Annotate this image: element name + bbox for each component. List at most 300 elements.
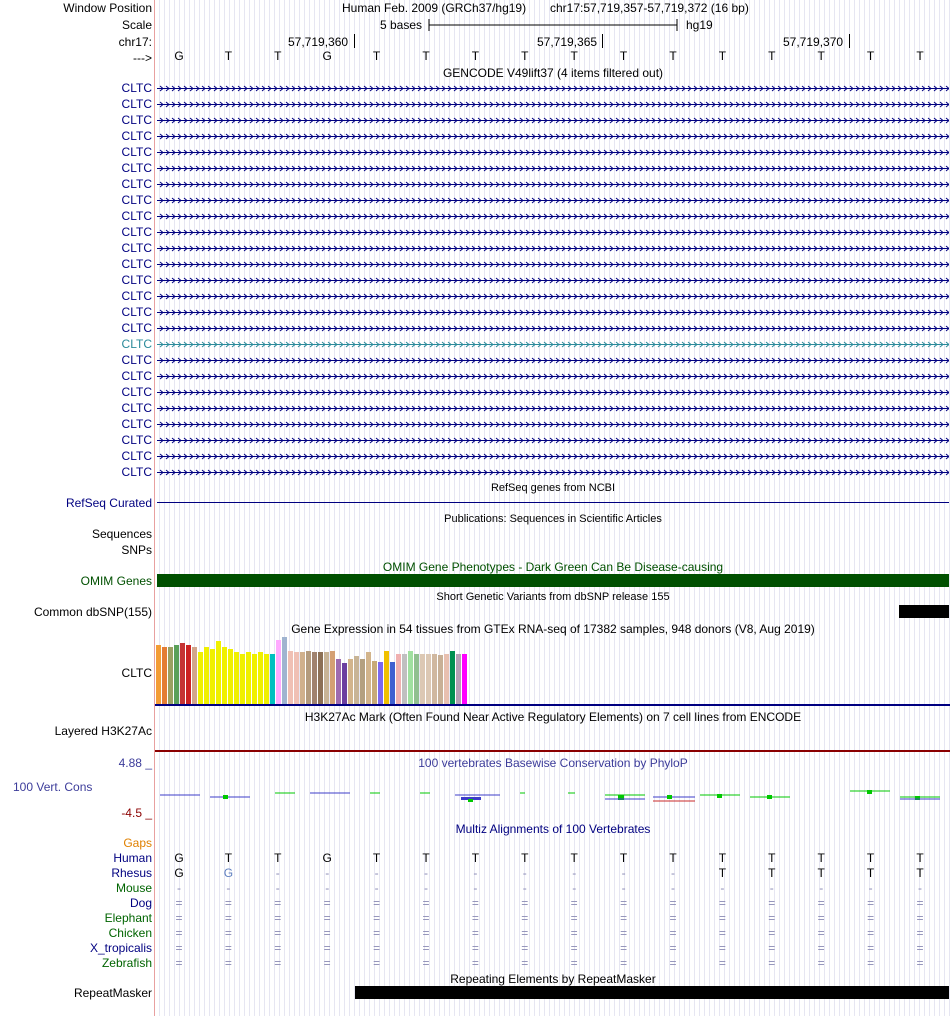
multiz-aligned-base: = <box>323 956 331 970</box>
multiz-aligned-base: = <box>224 911 232 925</box>
sequence-base: T <box>916 49 924 63</box>
repeatmasker-label[interactable]: RepeatMasker <box>73 986 152 1000</box>
multiz-aligned-base: = <box>817 911 825 925</box>
gencode-transcript-label[interactable]: CLTC <box>121 225 152 239</box>
gencode-transcript-line[interactable] <box>157 129 949 145</box>
multiz-aligned-base: = <box>570 926 578 940</box>
gtex-tissue-bar[interactable] <box>402 654 407 704</box>
multiz-species-label[interactable]: Dog <box>129 896 152 910</box>
multiz-aligned-base: = <box>916 911 924 925</box>
multiz-species-label[interactable]: Chicken <box>108 926 152 940</box>
multiz-species-label[interactable]: X_tropicalis <box>89 941 152 955</box>
multiz-aligned-base: = <box>471 896 479 910</box>
gtex-tissue-bar[interactable] <box>216 641 221 704</box>
gtex-tissue-bar[interactable] <box>438 655 443 704</box>
multiz-aligned-base: = <box>422 941 430 955</box>
gencode-transcript-line[interactable] <box>157 177 949 193</box>
sequence-base: T <box>570 49 578 63</box>
multiz-aligned-base: T <box>570 851 578 865</box>
gtex-tissue-bar[interactable] <box>198 652 203 704</box>
gencode-transcript-label[interactable]: CLTC <box>121 417 152 431</box>
gtex-tissue-bar[interactable] <box>276 640 281 704</box>
phylop-max-label: 4.88 _ <box>118 756 152 770</box>
gtex-tissue-bar[interactable] <box>414 654 419 704</box>
gtex-track-title: Gene Expression in 54 tissues from GTEx RNA-seq of 17382 samples, 948 donors (V8, Aug 2019) <box>291 622 815 636</box>
gtex-tissue-bar[interactable] <box>156 645 161 704</box>
multiz-aligned-base: - <box>720 881 725 895</box>
scale-db: hg19 <box>686 18 713 32</box>
gencode-transcript-line[interactable] <box>157 337 949 353</box>
gencode-transcript-label[interactable]: CLTC <box>121 257 152 271</box>
gtex-tissue-bar[interactable] <box>372 661 377 704</box>
gtex-tissue-bar[interactable] <box>312 652 317 704</box>
gtex-tissue-bar[interactable] <box>432 654 437 704</box>
multiz-aligned-base: - <box>868 881 873 895</box>
gtex-tissue-bar[interactable] <box>324 652 329 704</box>
gtex-tissue-bar[interactable] <box>462 654 467 704</box>
gtex-tissue-bar[interactable] <box>408 651 413 704</box>
gencode-transcript-line[interactable] <box>157 449 949 465</box>
multiz-aligned-base: = <box>175 926 183 940</box>
repeatmasker-element-bar[interactable] <box>355 986 949 999</box>
multiz-aligned-base: = <box>867 911 875 925</box>
multiz-aligned-base: = <box>669 896 677 910</box>
gencode-transcript-label[interactable]: CLTC <box>121 273 152 287</box>
multiz-aligned-base: = <box>718 911 726 925</box>
gencode-transcript-label[interactable]: CLTC <box>121 385 152 399</box>
gencode-transcript-line[interactable] <box>157 113 949 129</box>
sequence-base: T <box>422 49 430 63</box>
multiz-aligned-base: = <box>274 926 282 940</box>
multiz-aligned-base: = <box>521 911 529 925</box>
gencode-transcript-line[interactable] <box>157 97 949 113</box>
h3k27ac-track-title: H3K27Ac Mark (Often Found Near Active Regulatory Elements) on 7 cell lines from ENCODE <box>304 710 802 724</box>
multiz-gaps-label[interactable]: Gaps <box>123 836 152 850</box>
multiz-aligned-base: = <box>175 896 183 910</box>
multiz-species-label[interactable]: Zebrafish <box>101 956 152 970</box>
gtex-tissue-bar[interactable] <box>390 662 395 704</box>
gtex-tissue-bar[interactable] <box>174 645 179 704</box>
multiz-species-label[interactable]: Human <box>113 851 152 865</box>
multiz-aligned-base: G <box>223 866 234 880</box>
gencode-transcript-line[interactable] <box>157 465 949 481</box>
sequence-base: T <box>866 49 875 63</box>
gencode-transcript-label[interactable]: CLTC <box>121 337 152 351</box>
multiz-aligned-base: T <box>817 851 825 865</box>
gtex-tissue-bar[interactable] <box>336 659 341 704</box>
multiz-aligned-base: - <box>671 881 675 895</box>
multiz-aligned-base: = <box>867 956 875 970</box>
multiz-aligned-base: = <box>916 956 924 970</box>
gtex-tissue-bar[interactable] <box>270 654 275 704</box>
multiz-aligned-base: = <box>521 896 529 910</box>
multiz-aligned-base: - <box>275 866 280 880</box>
multiz-aligned-base: = <box>620 926 628 940</box>
gtex-tissue-bar[interactable] <box>192 647 197 704</box>
multiz-aligned-base: = <box>620 896 628 910</box>
gtex-tissue-bar[interactable] <box>396 654 401 704</box>
gencode-transcript-label[interactable]: CLTC <box>121 145 152 159</box>
gencode-transcript-label[interactable]: CLTC <box>121 289 152 303</box>
multiz-aligned-base: = <box>274 896 282 910</box>
multiz-aligned-base: = <box>718 896 726 910</box>
dbsnp-track-title: Short Genetic Variants from dbSNP release 155 <box>436 591 670 603</box>
multiz-aligned-base: - <box>572 866 577 880</box>
gtex-tissue-bar[interactable] <box>444 654 449 704</box>
gencode-transcript-label[interactable]: CLTC <box>121 433 152 447</box>
gtex-tissue-bar[interactable] <box>168 647 173 704</box>
gtex-tissue-bar[interactable] <box>342 663 347 704</box>
multiz-aligned-base: - <box>572 881 577 895</box>
gencode-transcript-label[interactable]: CLTC <box>121 113 152 127</box>
multiz-aligned-base: - <box>522 866 527 880</box>
multiz-aligned-base: T <box>619 851 628 865</box>
multiz-aligned-base: = <box>224 896 232 910</box>
multiz-aligned-base: = <box>373 896 381 910</box>
gencode-transcript-label[interactable]: CLTC <box>121 81 152 95</box>
gtex-tissue-bar[interactable] <box>264 654 269 704</box>
multiz-aligned-base: = <box>867 926 875 940</box>
multiz-species-label[interactable]: Elephant <box>104 911 152 925</box>
multiz-species-label[interactable]: Mouse <box>115 881 152 895</box>
gtex-tissue-bar[interactable] <box>378 662 383 704</box>
multiz-aligned-base: = <box>521 941 529 955</box>
multiz-aligned-base: = <box>373 926 381 940</box>
assembly-title: Human Feb. 2009 (GRCh37/hg19) <box>342 1 527 15</box>
phylop-min-label: -4.5 _ <box>121 806 152 820</box>
gencode-transcript-line[interactable] <box>157 321 949 337</box>
multiz-aligned-base: = <box>718 941 726 955</box>
publications-track-title: Publications: Sequences in Scientific Articles <box>444 513 662 525</box>
phylop-track-title: 100 vertebrates Basewise Conservation by PhyloP <box>418 756 688 770</box>
multiz-aligned-base: = <box>521 926 529 940</box>
multiz-aligned-base: = <box>422 926 430 940</box>
gtex-tissue-bar[interactable] <box>234 652 239 704</box>
phylop-label[interactable]: 100 Vert. Cons <box>13 780 93 794</box>
multiz-aligned-base: = <box>323 911 331 925</box>
gencode-transcript-line[interactable] <box>157 289 949 305</box>
h3k27ac-baseline <box>155 750 950 752</box>
gencode-transcript-line[interactable] <box>157 81 949 97</box>
multiz-aligned-base: T <box>768 866 776 880</box>
strand-label: ---> <box>133 51 152 65</box>
gtex-tissue-bar[interactable] <box>354 656 359 704</box>
sequence-base: T <box>274 49 282 63</box>
multiz-aligned-base: = <box>768 911 776 925</box>
multiz-track-title: Multiz Alignments of 100 Vertebrates <box>455 822 651 836</box>
chrom-label: chr17: <box>118 35 152 49</box>
gtex-tissue-bar[interactable] <box>426 654 431 704</box>
multiz-aligned-base: = <box>471 926 479 940</box>
gencode-transcript-line[interactable] <box>157 417 949 433</box>
multiz-aligned-base: = <box>422 956 430 970</box>
gtex-tissue-bar[interactable] <box>240 654 245 704</box>
multiz-aligned-base: = <box>916 941 924 955</box>
gtex-tissue-bar[interactable] <box>222 647 227 704</box>
multiz-aligned-base: - <box>374 866 379 880</box>
scale-text: 5 bases <box>380 18 423 32</box>
multiz-aligned-base: = <box>521 956 529 970</box>
gencode-transcript-label[interactable]: CLTC <box>121 449 152 463</box>
gencode-transcript-label[interactable]: CLTC <box>121 321 152 335</box>
multiz-aligned-base: = <box>570 911 578 925</box>
sequence-base: T <box>471 49 480 63</box>
tick-label-3: 57,719,370 <box>783 35 844 49</box>
gtex-label[interactable]: CLTC <box>121 666 152 680</box>
gtex-tissue-bar[interactable] <box>456 654 461 704</box>
multiz-aligned-base: - <box>621 881 626 895</box>
sequence-base: T <box>669 49 677 63</box>
gencode-transcript-line[interactable] <box>157 433 949 449</box>
gtex-tissue-bar[interactable] <box>348 659 353 704</box>
multiz-aligned-base: = <box>224 956 232 970</box>
gtex-tissue-bar[interactable] <box>180 643 185 704</box>
sequence-base: T <box>768 49 776 63</box>
sequence-base: T <box>224 49 233 63</box>
gencode-transcript-line[interactable] <box>157 193 949 209</box>
multiz-aligned-base: G <box>174 866 184 880</box>
multiz-aligned-base: = <box>373 941 381 955</box>
multiz-aligned-base: - <box>177 881 181 895</box>
gencode-transcript-line[interactable] <box>157 241 949 257</box>
multiz-aligned-base: - <box>473 866 478 880</box>
multiz-aligned-base: T <box>817 866 825 880</box>
gencode-transcript-label[interactable]: CLTC <box>121 241 152 255</box>
multiz-aligned-base: = <box>669 926 677 940</box>
gtex-tissue-bar[interactable] <box>318 652 323 704</box>
gencode-transcript-line[interactable] <box>157 209 949 225</box>
refseq-track-title: RefSeq genes from NCBI <box>490 482 616 494</box>
multiz-aligned-base: = <box>323 896 331 910</box>
multiz-aligned-base: T <box>521 851 529 865</box>
multiz-aligned-base: = <box>422 911 430 925</box>
multiz-aligned-base: = <box>817 956 825 970</box>
multiz-aligned-base: = <box>768 926 776 940</box>
sequence-base: G <box>322 49 332 63</box>
refseq-gene-line[interactable] <box>157 502 949 503</box>
multiz-aligned-base: = <box>718 956 726 970</box>
position-text: chr17:57,719,357-57,719,372 (16 bp) <box>550 1 749 15</box>
multiz-aligned-base: = <box>422 896 430 910</box>
gtex-tissue-bar[interactable] <box>330 651 335 704</box>
gtex-expression-chart[interactable] <box>155 636 555 704</box>
gencode-transcript-label[interactable]: CLTC <box>121 353 152 367</box>
gencode-transcript-label[interactable]: CLTC <box>121 193 152 207</box>
multiz-aligned-base: T <box>274 851 282 865</box>
sequence-base: T <box>372 49 381 63</box>
multiz-aligned-base: = <box>373 956 381 970</box>
track-area-border <box>154 0 155 1016</box>
multiz-aligned-base: T <box>916 851 924 865</box>
multiz-aligned-base: = <box>817 941 825 955</box>
gencode-transcript-label[interactable]: CLTC <box>121 401 152 415</box>
multiz-aligned-base: = <box>916 896 924 910</box>
gtex-tissue-bar[interactable] <box>288 651 293 704</box>
multiz-aligned-base: - <box>374 881 379 895</box>
multiz-aligned-base: = <box>867 941 875 955</box>
repeatmasker-track-title: Repeating Elements by RepeatMasker <box>450 972 656 986</box>
window-position-label: Window Position <box>63 1 152 15</box>
multiz-aligned-base: = <box>669 911 677 925</box>
gencode-transcript-label[interactable]: CLTC <box>121 209 152 223</box>
gtex-tissue-bar[interactable] <box>294 652 299 704</box>
multiz-aligned-base: - <box>769 881 774 895</box>
sequence-base: G <box>174 49 184 63</box>
sequence-base: T <box>619 49 628 63</box>
gtex-tissue-bar[interactable] <box>282 637 287 704</box>
multiz-aligned-base: = <box>175 911 183 925</box>
dbsnp-label[interactable]: Common dbSNP(155) <box>33 605 152 619</box>
h3k27ac-label[interactable]: Layered H3K27Ac <box>54 724 152 738</box>
gencode-transcript-label[interactable]: CLTC <box>121 305 152 319</box>
tick-mark-1 <box>354 34 355 48</box>
multiz-aligned-base: = <box>768 896 776 910</box>
multiz-aligned-base: - <box>226 881 231 895</box>
gtex-tissue-bar[interactable] <box>186 645 191 704</box>
multiz-aligned-base: = <box>274 911 282 925</box>
omim-track-title: OMIM Gene Phenotypes - Dark Green Can Be Disease-causing <box>382 560 724 574</box>
multiz-aligned-base: - <box>522 881 527 895</box>
multiz-aligned-base: = <box>274 941 282 955</box>
multiz-aligned-base: - <box>671 866 675 880</box>
multiz-aligned-base: = <box>570 941 578 955</box>
multiz-aligned-base: = <box>373 911 381 925</box>
multiz-aligned-base: T <box>224 851 233 865</box>
multiz-aligned-base: - <box>424 866 428 880</box>
gtex-tissue-bar[interactable] <box>162 647 167 704</box>
multiz-aligned-base: G <box>174 851 184 865</box>
dbsnp-variant-bar[interactable] <box>899 605 949 618</box>
multiz-aligned-base: = <box>817 896 825 910</box>
multiz-aligned-base: = <box>471 911 479 925</box>
gencode-track-title: GENCODE V49lift37 (4 items filtered out) <box>442 66 664 80</box>
sequence-base: T <box>521 49 529 63</box>
scale-label: Scale <box>121 18 152 32</box>
multiz-aligned-base: = <box>274 956 282 970</box>
multiz-aligned-base: - <box>473 881 478 895</box>
gtex-tissue-bar[interactable] <box>228 649 233 704</box>
multiz-aligned-base: - <box>819 881 824 895</box>
gtex-tissue-bar[interactable] <box>384 651 389 704</box>
refseq-label[interactable]: RefSeq Curated <box>65 496 152 510</box>
gencode-transcript-label[interactable]: CLTC <box>121 129 152 143</box>
multiz-aligned-base: = <box>224 941 232 955</box>
multiz-aligned-base: - <box>275 881 280 895</box>
phylop-signal[interactable] <box>155 784 950 808</box>
multiz-aligned-base: T <box>866 866 875 880</box>
gtex-tissue-bar[interactable] <box>300 652 305 704</box>
multiz-aligned-base: G <box>322 851 332 865</box>
tick-mark-3 <box>849 34 850 48</box>
multiz-aligned-base: = <box>718 926 726 940</box>
sequence-base: T <box>817 49 825 63</box>
gencode-transcript-line[interactable] <box>157 145 949 161</box>
gencode-transcript-line[interactable] <box>157 225 949 241</box>
gencode-transcript-line[interactable] <box>157 257 949 273</box>
gencode-transcript-line[interactable] <box>157 305 949 321</box>
gencode-transcript-line[interactable] <box>157 273 949 289</box>
sequence-base: T <box>718 49 727 63</box>
multiz-aligned-base: = <box>323 941 331 955</box>
gtex-tissue-bar[interactable] <box>204 647 209 704</box>
gtex-tissue-bar[interactable] <box>210 649 215 704</box>
multiz-aligned-base: T <box>471 851 480 865</box>
multiz-aligned-base: T <box>866 851 875 865</box>
multiz-aligned-base: = <box>471 956 479 970</box>
gtex-tissue-bar[interactable] <box>360 659 365 704</box>
multiz-aligned-base: = <box>620 941 628 955</box>
publications-snps-label[interactable]: SNPs <box>121 543 152 557</box>
multiz-species-label[interactable]: Rhesus <box>111 866 152 880</box>
multiz-aligned-base: = <box>620 956 628 970</box>
gtex-tissue-bar[interactable] <box>420 654 425 704</box>
multiz-aligned-base: = <box>570 896 578 910</box>
gtex-tissue-bar[interactable] <box>246 652 251 704</box>
multiz-aligned-base: - <box>325 881 330 895</box>
multiz-aligned-base: = <box>867 896 875 910</box>
gtex-tissue-bar[interactable] <box>258 652 263 704</box>
multiz-aligned-base: T <box>718 866 727 880</box>
omim-gene-bar[interactable] <box>157 574 949 587</box>
multiz-aligned-base: = <box>471 941 479 955</box>
gencode-transcript-label[interactable]: CLTC <box>121 161 152 175</box>
gencode-transcript-line[interactable] <box>157 401 949 417</box>
publications-sequences-label[interactable]: Sequences <box>91 527 152 541</box>
multiz-aligned-base: T <box>422 851 430 865</box>
gtex-tissue-bar[interactable] <box>252 654 257 704</box>
multiz-aligned-base: T <box>718 851 727 865</box>
gencode-transcript-label[interactable]: CLTC <box>121 369 152 383</box>
multiz-aligned-base: T <box>372 851 381 865</box>
multiz-aligned-base: = <box>768 956 776 970</box>
multiz-aligned-base: = <box>175 956 183 970</box>
multiz-aligned-base: = <box>570 956 578 970</box>
gtex-tissue-bar[interactable] <box>366 652 371 704</box>
omim-label[interactable]: OMIM Genes <box>80 574 152 588</box>
multiz-aligned-base: = <box>224 926 232 940</box>
tick-mark-2 <box>602 34 603 48</box>
tick-label-2: 57,719,365 <box>537 35 598 49</box>
gencode-transcript-line[interactable] <box>157 353 949 369</box>
gencode-transcript-line[interactable] <box>157 369 949 385</box>
gtex-tissue-bar[interactable] <box>306 651 311 704</box>
gencode-transcript-line[interactable] <box>157 385 949 401</box>
multiz-aligned-base: = <box>620 911 628 925</box>
gencode-transcript-label[interactable]: CLTC <box>121 177 152 191</box>
multiz-aligned-base: = <box>323 926 331 940</box>
multiz-aligned-base: = <box>817 926 825 940</box>
tick-label-1: 57,719,360 <box>288 35 349 49</box>
multiz-aligned-base: T <box>768 851 776 865</box>
gtex-track-divider <box>155 704 950 706</box>
multiz-aligned-base: = <box>175 941 183 955</box>
multiz-aligned-base: = <box>768 941 776 955</box>
gencode-transcript-label[interactable]: CLTC <box>121 465 152 479</box>
multiz-aligned-base: = <box>669 956 677 970</box>
multiz-aligned-base: - <box>918 881 922 895</box>
multiz-aligned-base: - <box>325 866 330 880</box>
multiz-aligned-base: = <box>916 926 924 940</box>
multiz-aligned-base: T <box>916 866 924 880</box>
multiz-aligned-base: = <box>669 941 677 955</box>
multiz-aligned-base: - <box>424 881 428 895</box>
gtex-tissue-bar[interactable] <box>450 651 455 704</box>
gencode-transcript-label[interactable]: CLTC <box>121 97 152 111</box>
gencode-transcript-line[interactable] <box>157 161 949 177</box>
scale-bar <box>428 17 680 33</box>
multiz-aligned-base: - <box>621 866 626 880</box>
multiz-aligned-base: T <box>669 851 677 865</box>
